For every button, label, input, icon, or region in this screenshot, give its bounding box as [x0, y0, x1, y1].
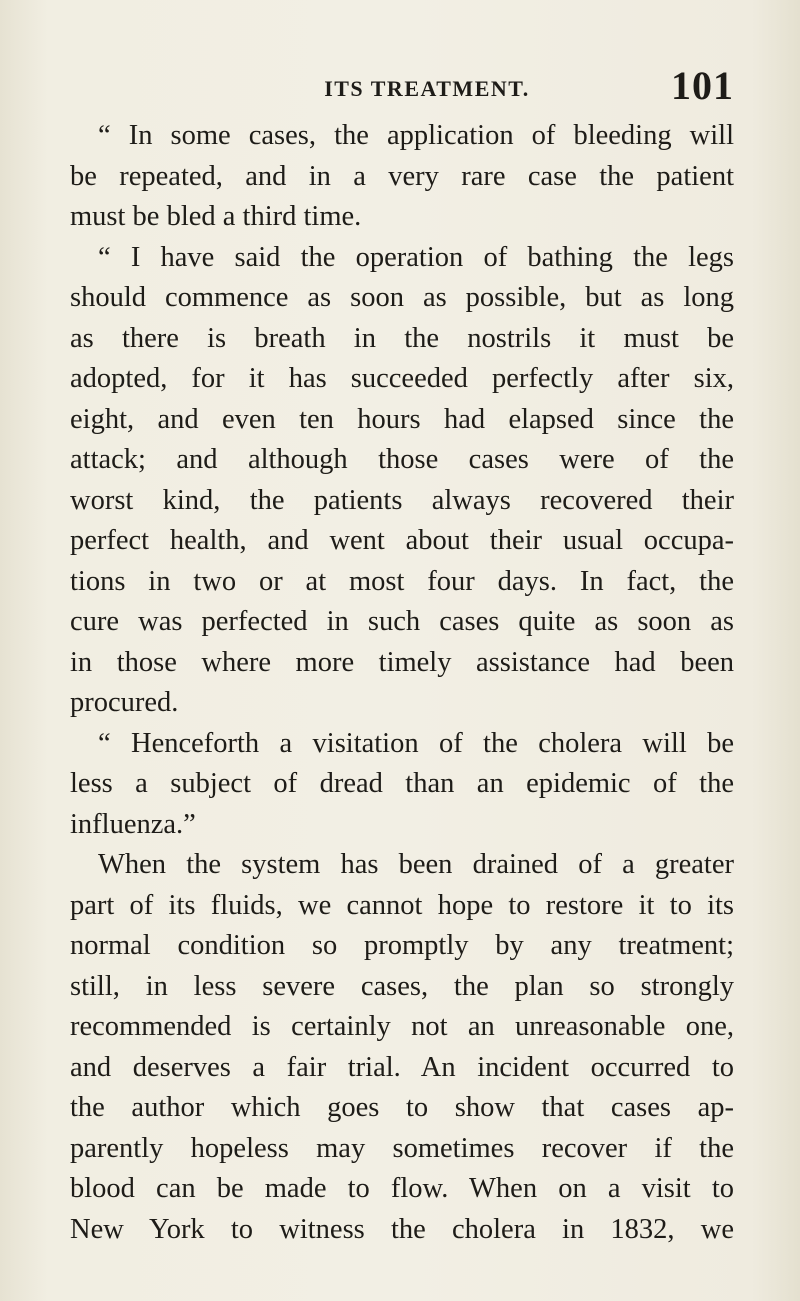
text-line: “ In some cases, the application of bleeding will [98, 120, 734, 151]
text-line: in those where more timely assistance had been [70, 646, 734, 678]
text-line: and deserves a fair trial. An incident occurred to [70, 1051, 734, 1083]
text-line: the author which goes to show that cases ap- [70, 1092, 734, 1123]
running-head-title: ITS TREATMENT. [324, 76, 530, 101]
text-line: as there is breath in the nostrils it must be [70, 322, 734, 354]
text-line: must be bled a third time. [70, 201, 362, 232]
running-head [70, 62, 734, 112]
text-line: should commence as soon as possible, but as long [70, 282, 734, 313]
text-line: influenza.” [70, 808, 196, 840]
text-line: normal condition so promptly by any treatment; [70, 930, 734, 961]
text-line: “ Henceforth a visitation of the cholera will be [98, 727, 734, 759]
text-line: recommended is certainly not an unreasonable one, [70, 1011, 734, 1042]
text-line: When the system has been drained of a greater [98, 849, 734, 880]
text-line: part of its fluids, we cannot hope to restore it to its [70, 889, 734, 921]
text-line: be repeated, and in a very rare case the patient [70, 160, 734, 192]
page-number: 101 [671, 63, 734, 108]
text-line: “ I have said the operation of bathing the legs [98, 241, 734, 273]
text-line: less a subject of dread than an epidemic of the [70, 768, 734, 799]
body-text [70, 116, 734, 1250]
text-line: cure was perfected in such cases quite as soon as [70, 606, 734, 637]
text-line: attack; and although those cases were of the [70, 444, 734, 475]
text-line: blood can be made to flow. When on a visit to [70, 1173, 734, 1204]
text-line: still, in less severe cases, the plan so strongly [70, 970, 734, 1002]
text-line: parently hopeless may sometimes recover if the [70, 1132, 734, 1164]
text-line: eight, and even ten hours had elapsed since the [70, 403, 734, 435]
text-line: tions in two or at most four days. In fact, the [70, 565, 734, 597]
text-line: adopted, for it has succeeded perfectly after six, [70, 363, 734, 394]
text-line: procured. [70, 687, 179, 718]
text-line: worst kind, the patients always recovered their [70, 484, 734, 516]
text-line: New York to witness the cholera in 1832, we [70, 1213, 734, 1245]
text-line: perfect health, and went about their usual occupa- [70, 525, 734, 556]
